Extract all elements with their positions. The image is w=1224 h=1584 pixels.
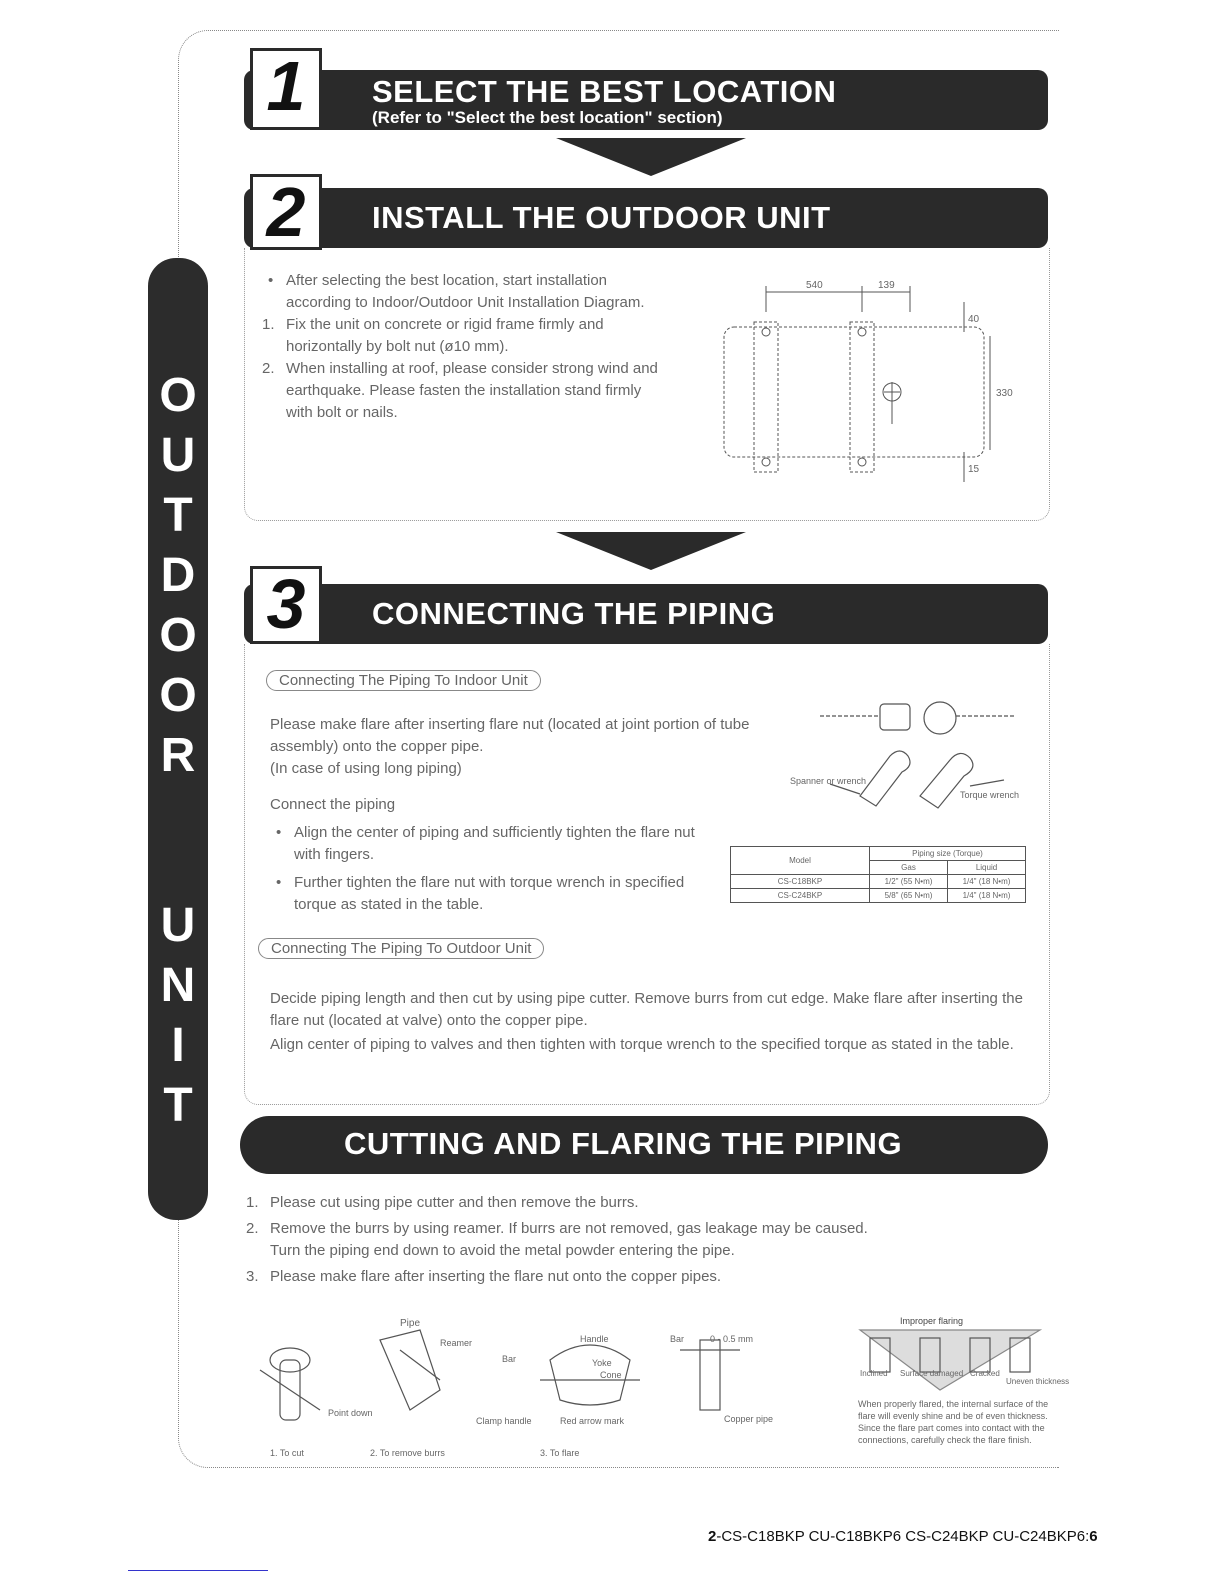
sidebar-letter: T <box>163 1079 193 1132</box>
sidebar-letter: O <box>159 669 197 722</box>
handle-label: Handle <box>580 1334 609 1344</box>
piping-size-table <box>730 846 1026 903</box>
spanner-label: Spanner or wrench <box>790 776 867 786</box>
sidebar-letter: N <box>160 959 196 1012</box>
clamp-label: Clamp handle <box>476 1416 532 1426</box>
indoor-text: Please make flare after inserting flare nut (located at joint portion of tube assembly) onto the copper pipe. <box>270 716 750 755</box>
step4-item: Remove the burrs by using reamer. If burrs are not removed, gas leakage may be caused. <box>270 1220 868 1237</box>
yoke-label: Yoke <box>592 1358 612 1368</box>
step4-item: Turn the piping end down to avoid the metal powder entering the pipe. <box>270 1242 735 1259</box>
sidebar-letter: R <box>160 729 196 782</box>
step2-banner <box>244 173 1048 251</box>
connect-bullet: Align the center of piping and sufficiently tighten the flare nut with fingers. <box>294 824 695 863</box>
step4-title: CUTTING AND FLARING THE PIPING <box>344 1126 903 1161</box>
outdoor-text: Decide piping length and then cut by using pipe cutter. Remove burrs from cut edge. Make flare after inserting the flare nut (located at valve) onto the copper pipe. <box>270 990 1023 1029</box>
table-header-model: Model <box>731 847 870 875</box>
connect-bullet: Further tighten the flare nut with torque wrench in specified torque as stated in the table. <box>294 874 685 913</box>
table-cell: 1/2" (55 N•m) <box>870 875 948 889</box>
step4-item: Please cut using pipe cutter and then remove the burrs. <box>270 1194 639 1211</box>
cracked-label: Cracked <box>970 1369 1000 1378</box>
step4-item: Please make flare after inserting the flare nut onto the copper pipes. <box>270 1268 722 1285</box>
caption-flare: 3. To flare <box>540 1448 580 1458</box>
step1-number: 1 <box>250 48 322 130</box>
copper-pipe-label: Copper pipe <box>724 1414 774 1424</box>
step2-item: When installing at roof, please consider strong wind and earthquake. Please fasten the installation stand firmly with bolt or nails. <box>286 360 658 421</box>
step1-banner <box>244 47 1048 130</box>
dim-label: 139 <box>878 280 895 291</box>
table-cell: CS-C18BKP <box>731 875 870 889</box>
step2-title: INSTALL THE OUTDOOR UNIT <box>372 200 831 235</box>
point-down-label: Point down <box>328 1408 373 1418</box>
step4-list: 1. Please cut using pipe cutter and then remove the burrs. 2. Remove the burrs by using reamer. If burrs are not removed, gas leakage may be caused. Turn the piping end down to avoid the metal powder entering the pipe. 3. Please make flare after inserting the flare nut onto the copper pipes. <box>246 1194 868 1285</box>
indoor-note: (In case of using long piping) <box>270 760 462 777</box>
step1-subtitle: (Refer to "Select the best location" section) <box>372 108 723 127</box>
table-row <box>731 889 1026 903</box>
dim-label: 330 <box>996 388 1013 399</box>
flaring-diagram <box>240 1300 1070 1480</box>
sidebar-letter: O <box>159 369 197 422</box>
mm-label: 0 - 0.5 mm <box>710 1334 754 1344</box>
dim-label: 40 <box>968 314 980 325</box>
improper-label: Improper flaring <box>900 1316 964 1326</box>
footer-rule <box>128 1570 268 1571</box>
footer-page: 6 <box>1089 1528 1098 1545</box>
step4-banner <box>240 1116 1048 1174</box>
sidebar-letter: I <box>171 1019 185 1072</box>
dim-label: 15 <box>968 464 980 475</box>
table-cell: CS-C24BKP <box>731 889 870 903</box>
outdoor-section-label: Connecting The Piping To Outdoor Unit <box>258 938 544 959</box>
indoor-section-label: Connecting The Piping To Indoor Unit <box>266 670 541 691</box>
table-header-liquid: Liquid <box>948 861 1026 875</box>
torque-wrench-label: Torque wrench <box>960 790 1020 800</box>
sidebar-letter: D <box>160 549 196 602</box>
surface-label: Surface damaged <box>900 1369 964 1378</box>
table-cell: 5/8" (65 N•m) <box>870 889 948 903</box>
uneven-label: Uneven thickness <box>1006 1377 1070 1386</box>
pipe-label: Pipe <box>400 1318 421 1329</box>
inclined-label: Inclined <box>860 1369 888 1378</box>
outdoor-text-2: Align center of piping to valves and then tighten with torque wrench to the specified torque as stated in the table. <box>270 1036 1014 1053</box>
wrench-diagram <box>790 676 1030 816</box>
sidebar-letter: T <box>163 489 193 542</box>
bar2-label: Bar <box>670 1334 685 1344</box>
step3-title: CONNECTING THE PIPING <box>372 596 776 631</box>
sidebar-letter: U <box>160 899 196 952</box>
cone-label: Cone <box>600 1370 622 1380</box>
step2-number: 2 <box>250 174 322 250</box>
connect-bullets: • Align the center of piping and sufficiently tighten the flare nut with fingers. • Further tighten the flare nut with torque wrench in specified torque as stated in the table. <box>276 824 695 913</box>
table-header-size: Piping size (Torque) <box>870 847 1026 861</box>
reamer-label: Reamer <box>440 1338 473 1348</box>
table-cell: 1/4" (18 N•m) <box>948 889 1026 903</box>
step2-bullet: After selecting the best location, start installation according to Indoor/Outdoor Unit Installation Diagram. <box>286 272 645 311</box>
arrow-down-icon <box>556 138 746 176</box>
step2-text: • After selecting the best location, start installation according to Indoor/Outdoor Unit Installation Diagram. 1. Fix the unit on concrete or rigid frame firmly and horizontally by bolt nut (ø10 mm). 2. When installing at roof, please consider strong wind and earthquake. Please fasten the installation stand firmly with bolt or nails. <box>262 272 658 421</box>
table-row <box>731 875 1026 889</box>
step3-number: 3 <box>250 566 322 644</box>
caption-cut: 1. To cut <box>270 1448 304 1458</box>
caption-remove: 2. To remove burrs <box>370 1448 445 1458</box>
flaring-note: When properly flared, the internal surface of the flare will evenly shine and be of even thickness. Since the flare part comes into contact with the connections, carefully check the flare finish. <box>858 1399 1049 1445</box>
table-cell: 1/4" (18 N•m) <box>948 875 1026 889</box>
red-arrow-label: Red arrow mark <box>560 1416 625 1426</box>
arrow-down-icon <box>556 532 746 570</box>
footer-bold: 2 <box>708 1528 717 1545</box>
bar-label: Bar <box>502 1354 517 1364</box>
sidebar-letter: O <box>159 609 197 662</box>
step1-title: SELECT THE BEST LOCATION <box>372 74 837 109</box>
table-header-gas: Gas <box>870 861 948 875</box>
sidebar-letter: U <box>160 429 196 482</box>
step2-item: Fix the unit on concrete or rigid frame firmly and horizontally by bolt nut (ø10 mm). <box>286 316 604 355</box>
outdoor-unit-sidebar <box>148 258 208 1220</box>
connect-label: Connect the piping <box>270 796 396 813</box>
page-footer <box>708 1528 1098 1545</box>
dim-label: 540 <box>806 280 823 291</box>
step3-banner <box>244 565 1048 644</box>
outdoor-unit-mounting-diagram <box>714 272 1014 492</box>
footer-models: -CS-C18BKP CU-C18BKP6 CS-C24BKP CU-C24BKP6: <box>716 1528 1090 1545</box>
